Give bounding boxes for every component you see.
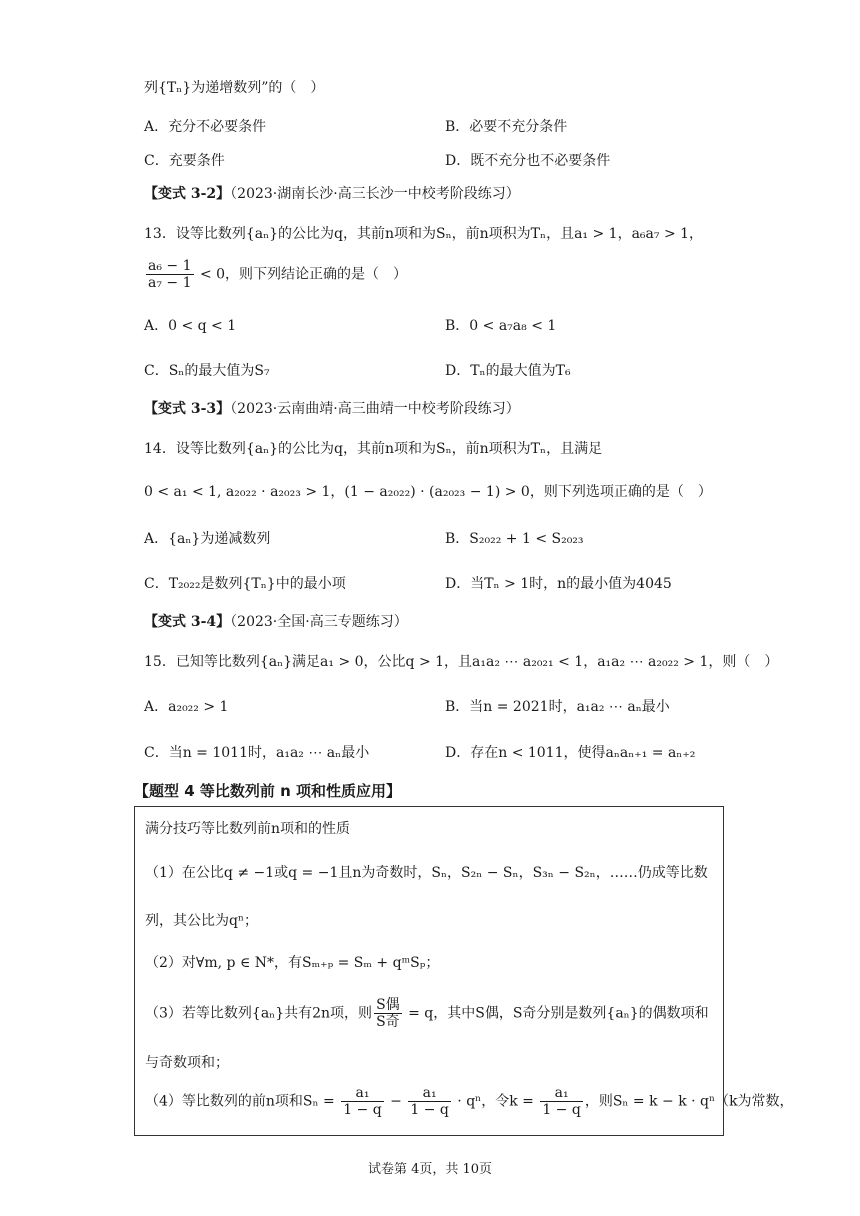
q14-option-d: D．当Tₙ > 1时，n的最小值为4045 (445, 576, 672, 592)
q14-stem-line1 (144, 439, 602, 459)
fraction-numerator: S偶 (376, 997, 400, 1013)
fraction (146, 258, 194, 291)
text: ，则Sₙ = k − k · qⁿ（k为常数， (584, 1093, 794, 1110)
q15-option-c: C．当n = 1011时，a₁a₂ ⋯ aₙ最小 (144, 745, 370, 761)
tips-property-3-line2: 与奇数项和； (145, 1055, 229, 1071)
q15-stem (144, 652, 778, 672)
tips-property-1-line1: （1）在公比q ≠ −1或q = −1且n为奇数时，Sₙ，S₂ₙ − Sₙ，S₃ₙ − S₂ₙ，……仍成等比数 (145, 865, 708, 881)
tips-property-3-line1 (145, 997, 709, 1030)
section-heading: 【题型 4 等比数列前 n 项和性质应用】 (134, 782, 402, 800)
q12-option-c: C．充要条件 (144, 153, 225, 169)
question-text: 设等比数列{aₙ}的公比为q，其前n项和为Sₙ，前n项积为Tₙ，且a₁ > 1，a₆a₇ > 1， (175, 226, 704, 242)
fraction-denominator: 1 − q (410, 1102, 449, 1118)
question-text: 已知等比数列{aₙ}满足a₁ > 0，公比q > 1，且a₁a₂ ⋯ a₂₀₂₁ < 1，a₁a₂ ⋯ a₂₀₂₂ > 1，则（ ） (175, 654, 779, 670)
q14-option-b: B．S₂₀₂₂ + 1 < S₂₀₂₃ (445, 531, 584, 547)
text: （3）若等比数列{aₙ}共有2n项，则 (145, 1005, 373, 1022)
fraction (540, 1085, 583, 1118)
text: （4）等比数列的前n项和Sₙ = (145, 1093, 340, 1110)
text: = q，其中S偶，S奇分别是数列{aₙ}的偶数项和 (403, 1005, 709, 1022)
q12-tail: 列{Tₙ}为递增数列”的（ ） (144, 80, 325, 96)
q13-option-a: A．0 < q < 1 (144, 318, 237, 334)
page-footer: 试卷第 4页，共 10页 (367, 1162, 493, 1177)
fraction (408, 1085, 451, 1118)
q14-stem-line2: 0 < a₁ < 1, a₂₀₂₂ · a₂₀₂₃ > 1，(1 − a₂₀₂₂) · (a₂₀₂₃ − 1) > 0，则下列选项正确的是（ ） (144, 484, 712, 500)
tips-property-2: （2）对∀m, p ∈ N*，有Sₘ₊ₚ = Sₘ + qᵐSₚ； (145, 955, 440, 971)
q15-option-d: D．存在n < 1011，使得aₙaₙ₊₁ = aₙ₊₂ (445, 745, 696, 761)
q13-option-c: C．Sₙ的最大值为S₇ (144, 363, 270, 379)
q12-option-d: D．既不充分也不必要条件 (445, 153, 611, 169)
fraction (374, 997, 402, 1030)
q12-option-a: A．充分不必要条件 (144, 119, 267, 135)
fraction-denominator: a₇ − 1 (148, 275, 192, 291)
fraction-numerator: a₆ − 1 (148, 258, 192, 274)
question-text: < 0，则下列结论正确的是（ ） (195, 266, 408, 283)
fraction-numerator: a₁ (540, 1085, 583, 1102)
variant-label: 【变式 3-4】 (144, 614, 231, 630)
fraction-denominator: 1 − q (343, 1102, 382, 1118)
fraction-denominator: 1 − q (542, 1102, 581, 1118)
q12-option-b: B．必要不充分条件 (445, 119, 568, 135)
q13-option-d: D．Tₙ的最大值为T₆ (445, 363, 571, 379)
q15-option-a: A．a₂₀₂₂ > 1 (144, 699, 229, 715)
tips-property-4 (145, 1085, 794, 1118)
tips-property-1-line2: 列，其公比为qⁿ； (145, 913, 259, 929)
fraction (341, 1085, 384, 1118)
fraction-denominator: S奇 (376, 1014, 400, 1030)
q13-stem-line2 (144, 258, 407, 291)
variant-3-2-heading (144, 184, 520, 204)
q13-option-b: B．0 < a₇a₈ < 1 (445, 318, 557, 334)
variant-source: （2023·全国·高三专题练习） (230, 614, 408, 630)
question-text: 设等比数列{aₙ}的公比为q，其前n项和为Sₙ，前n项积为Tₙ，且满足 (175, 441, 603, 457)
question-number: 15． (144, 654, 176, 670)
question-number: 13． (144, 226, 176, 242)
variant-3-4-heading (144, 612, 408, 632)
variant-3-3-heading (144, 399, 520, 419)
q14-option-c: C．T₂₀₂₂是数列{Tₙ}中的最小项 (144, 576, 346, 592)
text: · qⁿ，令k = (452, 1093, 539, 1110)
q15-option-b: B．当n = 2021时，a₁a₂ ⋯ aₙ最小 (445, 699, 670, 715)
text: − (385, 1093, 407, 1110)
tips-title: 满分技巧等比数列前n项和的性质 (145, 821, 351, 837)
variant-source: （2023·云南曲靖·高三曲靖一中校考阶段练习） (230, 401, 520, 417)
tips-box (134, 806, 794, 1136)
variant-label: 【变式 3-2】 (144, 186, 231, 202)
variant-source: （2023·湖南长沙·高三长沙一中校考阶段练习） (230, 186, 520, 202)
q14-option-a: A．{aₙ}为递减数列 (144, 531, 271, 547)
question-number: 14． (144, 441, 176, 457)
fraction-numerator: a₁ (408, 1085, 451, 1102)
variant-label: 【变式 3-3】 (144, 401, 231, 417)
q13-stem-line1 (144, 224, 703, 244)
fraction-numerator: a₁ (341, 1085, 384, 1102)
